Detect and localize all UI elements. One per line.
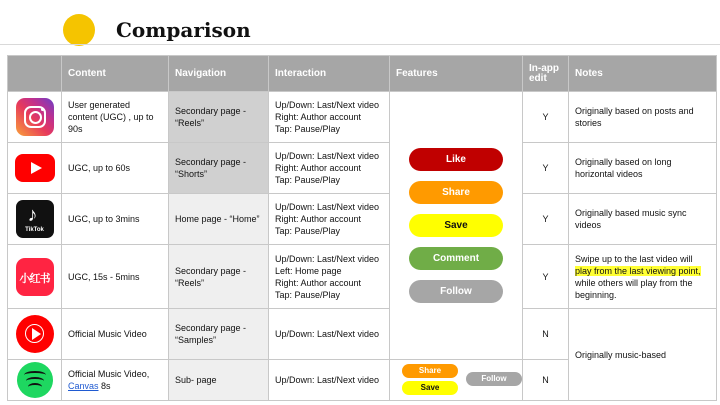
content-cell: UGC, 15s - 5mins [62, 245, 169, 309]
table-row [8, 92, 717, 143]
interaction-line: Up/Down: Last/Next video [275, 202, 380, 212]
notes-text: while others will play from the beginning. [575, 277, 693, 300]
xiaohongshu-icon [16, 258, 54, 296]
table-row [8, 143, 717, 194]
inapp-edit-cell: N [523, 360, 569, 401]
instagram-icon [16, 98, 54, 136]
interaction-line: Up/Down: Last/Next video [275, 253, 380, 264]
header-content: Content [62, 56, 169, 92]
header-features: Features [390, 56, 523, 92]
interaction-line: Right: Author account [275, 163, 362, 173]
interaction-cell [269, 143, 390, 194]
table-row [8, 309, 717, 360]
comment-button[interactable]: Comment [409, 247, 503, 270]
save-button[interactable]: Save [402, 381, 458, 395]
content-cell: User generated content (UGC) , up to 90s [62, 92, 169, 143]
app-icon-cell [8, 245, 62, 309]
app-icon-cell [8, 92, 62, 143]
title-bar [0, 0, 720, 54]
notes-cell: Originally based music sync videos [569, 194, 717, 245]
save-button[interactable]: Save [409, 214, 503, 237]
page-title: Comparison [116, 18, 251, 42]
tiktok-icon-label: TikTok [25, 227, 44, 233]
features-cell-spotify [390, 360, 523, 401]
content-cell: UGC, up to 3mins [62, 194, 169, 245]
content-cell: Official Music Video [62, 309, 169, 360]
content-text: Official Music Video, [68, 369, 150, 379]
content-cell: UGC, up to 60s [62, 143, 169, 194]
inapp-edit-cell: Y [523, 143, 569, 194]
youtube-music-icon [16, 315, 54, 353]
navigation-cell: Secondary page - “Reels” [169, 245, 269, 309]
interaction-line: Right: Author account [275, 277, 362, 288]
content-cell [62, 360, 169, 401]
interaction-cell [269, 245, 390, 309]
header-inapp-edit: In-app edit [523, 56, 569, 92]
notes-highlight: play from the last viewing point, [575, 265, 701, 276]
notes-cell [569, 245, 717, 309]
interaction-cell [269, 360, 390, 401]
interaction-line: Tap: Pause/Play [275, 226, 341, 236]
navigation-cell: Secondary page - “Shorts” [169, 143, 269, 194]
canvas-link[interactable]: Canvas [68, 381, 99, 391]
xiaohongshu-icon-label: 小红书 [19, 272, 50, 285]
inapp-edit-cell: Y [523, 245, 569, 309]
app-icon-cell [8, 360, 62, 401]
notes-cell: Originally based on long horizontal videos [569, 143, 717, 194]
header-navigation: Navigation [169, 56, 269, 92]
interaction-cell [269, 92, 390, 143]
header-icon [8, 56, 62, 92]
share-button[interactable]: Share [402, 364, 458, 378]
app-icon-cell [8, 309, 62, 360]
interaction-line: Left: Home page [275, 265, 342, 276]
inapp-edit-cell: Y [523, 92, 569, 143]
header-notes: Notes [569, 56, 717, 92]
title-divider [0, 44, 720, 45]
interaction-line: Tap: Pause/Play [275, 124, 341, 134]
interaction-line: Right: Author account [275, 112, 362, 122]
content-text: 8s [98, 381, 111, 391]
interaction-cell [269, 309, 390, 360]
inapp-edit-cell: Y [523, 194, 569, 245]
interaction-line: Right: Author account [275, 214, 362, 224]
notes-text: Swipe up to the last video will [575, 253, 693, 264]
interaction-line: Tap: Pause/Play [275, 175, 341, 185]
title-circle-icon [63, 14, 95, 46]
table-header-row [8, 56, 717, 92]
share-button[interactable]: Share [409, 181, 503, 204]
follow-button[interactable]: Follow [409, 280, 503, 303]
spotify-icon [17, 362, 53, 398]
inapp-edit-cell: N [523, 309, 569, 360]
table-row [8, 194, 717, 245]
app-icon-cell [8, 143, 62, 194]
comparison-table [7, 55, 717, 401]
interaction-line: Up/Down: Last/Next video [275, 329, 380, 339]
navigation-cell: Secondary page - “Reels” [169, 92, 269, 143]
tiktok-icon: ♪ TikTok [16, 200, 54, 238]
interaction-cell [269, 194, 390, 245]
app-icon-cell [8, 194, 62, 245]
interaction-line: Up/Down: Last/Next video [275, 375, 380, 385]
table-row [8, 245, 717, 309]
notes-cell-merged: Originally music-based [569, 309, 717, 401]
notes-cell: Originally based on posts and stories [569, 92, 717, 143]
navigation-cell: Home page - “Home” [169, 194, 269, 245]
like-button[interactable]: Like [409, 148, 503, 171]
features-cell [390, 92, 523, 360]
navigation-cell: Secondary page - “Samples” [169, 309, 269, 360]
interaction-line: Up/Down: Last/Next video [275, 151, 380, 161]
follow-button[interactable]: Follow [466, 372, 522, 386]
interaction-line: Up/Down: Last/Next video [275, 100, 380, 110]
navigation-cell: Sub- page [169, 360, 269, 401]
interaction-line: Tap: Pause/Play [275, 289, 341, 300]
youtube-icon [15, 154, 55, 182]
header-interaction: Interaction [269, 56, 390, 92]
